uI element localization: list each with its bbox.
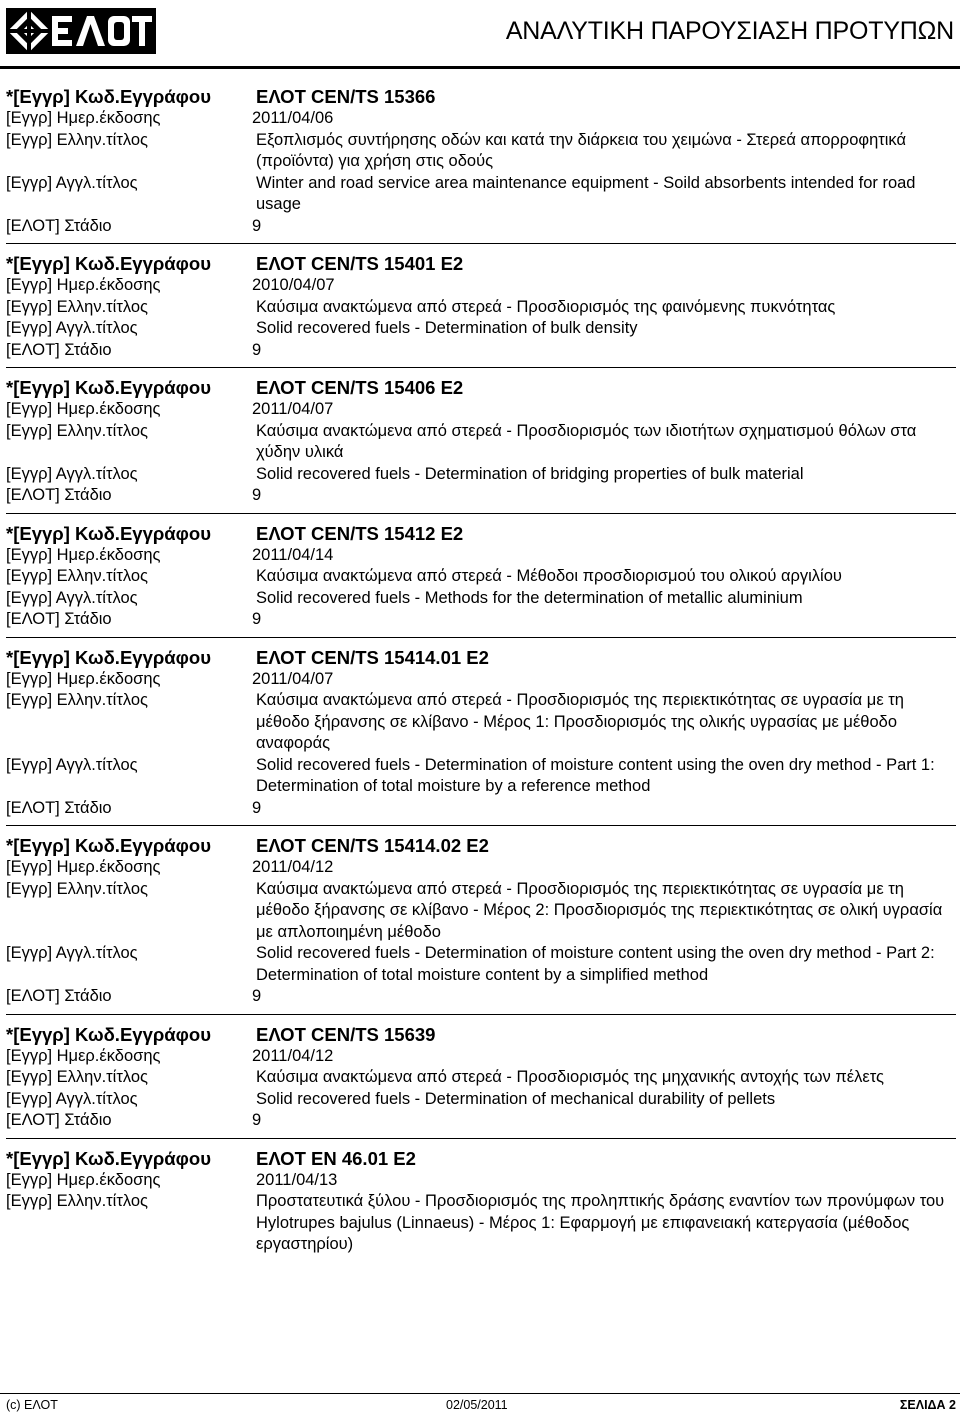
record-divider [6, 1014, 956, 1015]
footer-copyright: (c) ΕΛΟΤ [6, 1398, 58, 1412]
greek-title: Καύσιμα ανακτώμενα από στερεά - Προσδιορισμός της περιεκτικότητας σε υγρασία με τη μέθοδο ξήρανσης σε κλίβανο - Μέρος 1: Προσδιορισμός της ολικής υγρασίας με μέθοδο αναφοράς [256, 691, 904, 752]
date-row [6, 1046, 956, 1068]
date-label: [Εγγρ] Ημερ.έκδοσης [6, 1170, 161, 1189]
footer-divider [0, 1393, 960, 1394]
stage-row [6, 798, 956, 820]
stage-row [6, 216, 956, 238]
code-row [6, 1023, 956, 1046]
english-title: Solid recovered fuels - Methods for the determination of metallic aluminium [256, 588, 803, 607]
issue-date: 2011/04/07 [252, 400, 334, 418]
stage-label: [ΕΛΟΤ] Στάδιο [6, 216, 112, 235]
record [6, 1023, 956, 1139]
issue-date: 2011/04/12 [252, 858, 334, 876]
date-label: [Εγγρ] Ημερ.έκδοσης [6, 109, 161, 127]
document-code: ΕΛΟΤ CEN/TS 15366 [256, 86, 436, 107]
english-title-label: [Εγγρ] Αγγλ.τίτλος [6, 944, 138, 962]
record-divider [6, 637, 956, 638]
greek-title-row [6, 1191, 956, 1256]
record [6, 376, 956, 514]
english-title: Solid recovered fuels - Determination of moisture content using the oven dry method - Part 1: Determination of total moisture by a reference method [256, 755, 935, 795]
issue-date: 2011/04/12 [252, 1046, 334, 1065]
page-header [0, 0, 960, 64]
stage-label: [ΕΛΟΤ] Στάδιο [6, 1111, 112, 1129]
elot-logo [6, 8, 156, 54]
greek-title-label: [Εγγρ] Ελλην.τίτλος [6, 879, 148, 898]
date-label: [Εγγρ] Ημερ.έκδοσης [6, 545, 161, 564]
english-title: Winter and road service area maintenance equipment - Soild absorbents intended for road usage [256, 173, 916, 213]
english-title-row [6, 464, 956, 486]
stage-label: [ΕΛΟΤ] Στάδιο [6, 798, 112, 817]
date-row [6, 275, 956, 297]
code-row [6, 85, 956, 108]
record-divider [6, 1138, 956, 1139]
code-row [6, 252, 956, 275]
date-row [6, 1170, 956, 1192]
english-title-label: [Εγγρ] Αγγλ.τίτλος [6, 464, 138, 483]
stage-row [6, 609, 956, 631]
code-label: *[Εγγρ] Κωδ.Εγγράφου [6, 377, 211, 398]
stage-value: 9 [252, 216, 262, 235]
english-title-row [6, 173, 956, 216]
stage-value: 9 [252, 987, 262, 1005]
greek-title-label: [Εγγρ] Ελλην.τίτλος [6, 1068, 148, 1086]
english-title: Solid recovered fuels - Determination of bridging properties of bulk material [256, 464, 804, 483]
greek-title: Καύσιμα ανακτώμενα από στερεά - Προσδιορισμός των ιδιοτήτων σχηματισμού θόλων στα χύδην υλικά [256, 421, 917, 461]
code-row [6, 522, 956, 545]
code-label: *[Εγγρ] Κωδ.Εγγράφου [6, 835, 211, 856]
greek-title-row [6, 566, 956, 588]
code-row [6, 376, 956, 399]
date-label: [Εγγρ] Ημερ.έκδοσης [6, 669, 161, 688]
stage-row [6, 485, 956, 507]
code-label: *[Εγγρ] Κωδ.Εγγράφου [6, 1023, 211, 1045]
english-title-row [6, 943, 956, 986]
date-label: [Εγγρ] Ημερ.έκδοσης [6, 400, 161, 418]
record [6, 522, 956, 638]
footer-date: 02/05/2011 [446, 1398, 508, 1412]
code-label: *[Εγγρ] Κωδ.Εγγράφου [6, 646, 211, 668]
date-row [6, 857, 956, 879]
code-row [6, 834, 956, 857]
stage-label: [ΕΛΟΤ] Στάδιο [6, 486, 112, 504]
page-number: ΣΕΛΙΔΑ 2 [899, 1398, 956, 1412]
greek-title: Εξοπλισμός συντήρησης οδών και κατά την διάρκεια του χειμώνα - Στερεά απορροφητικά (προϊόντα) για χρήση στις οδούς [256, 130, 907, 170]
stage-row [6, 1110, 956, 1132]
english-title: Solid recovered fuels - Determination of bulk density [256, 319, 638, 337]
english-title-label: [Εγγρ] Αγγλ.τίτλος [6, 755, 138, 774]
stage-value: 9 [252, 610, 262, 628]
document-code: ΕΛΟΤ CEN/TS 15414.01 E2 [256, 646, 489, 668]
english-title-row [6, 755, 956, 798]
stage-row [6, 340, 956, 362]
greek-title-label: [Εγγρ] Ελλην.τίτλος [6, 130, 148, 149]
document-code: ΕΛΟΤ CEN/TS 15406 E2 [256, 377, 464, 398]
issue-date: 2010/04/07 [252, 276, 335, 294]
english-title-label: [Εγγρ] Αγγλ.τίτλος [6, 1089, 138, 1108]
issue-date: 2011/04/14 [252, 545, 334, 564]
stage-value: 9 [252, 486, 262, 504]
record-divider [6, 825, 956, 826]
greek-title: Καύσιμα ανακτώμενα από στερεά - Προσδιορισμός της περιεκτικότητας σε υγρασία με τη μέθοδο ξήρανσης σε κλίβανο - Μέρος 2: Προσδιορισμός της περιεκτικότητας σε ολική υγρασία με απλοποιημένη μέθοδο [256, 879, 943, 941]
code-label: *[Εγγρ] Κωδ.Εγγράφου [6, 253, 211, 274]
record [6, 1147, 956, 1256]
stage-row [6, 986, 956, 1008]
date-row [6, 399, 956, 421]
greek-title: Καύσιμα ανακτώμενα από στερεά - Μέθοδοι προσδιορισμού του ολικού αργιλίου [256, 567, 842, 585]
greek-title-label: [Εγγρ] Ελλην.τίτλος [6, 421, 148, 440]
issue-date: 2011/04/07 [252, 669, 334, 688]
english-title-label: [Εγγρ] Αγγλ.τίτλος [6, 173, 138, 192]
stage-label: [ΕΛΟΤ] Στάδιο [6, 340, 112, 359]
record [6, 834, 956, 1015]
english-title: Solid recovered fuels - Determination of mechanical durability of pellets [256, 1089, 776, 1108]
record-divider [6, 367, 956, 368]
stage-label: [ΕΛΟΤ] Στάδιο [6, 610, 112, 628]
greek-title-row [6, 297, 956, 319]
english-title-label: [Εγγρ] Αγγλ.τίτλος [6, 588, 138, 607]
record-divider [6, 243, 956, 244]
code-label: *[Εγγρ] Κωδ.Εγγράφου [6, 1147, 211, 1169]
date-row [6, 108, 956, 130]
stage-value: 9 [252, 340, 262, 359]
greek-title-row [6, 421, 956, 464]
records-list [6, 85, 956, 1264]
record [6, 252, 956, 368]
greek-title-row [6, 879, 956, 944]
record-divider [6, 513, 956, 514]
english-title-label: [Εγγρ] Αγγλ.τίτλος [6, 319, 138, 337]
document-code: ΕΛΟΤ CEN/TS 15639 [256, 1023, 436, 1045]
code-row [6, 646, 956, 669]
document-code: ΕΛΟΤ CEN/TS 15401 E2 [256, 253, 464, 274]
document-code: ΕΛΟΤ CEN/TS 15412 E2 [256, 522, 464, 544]
stage-value: 9 [252, 1111, 262, 1129]
issue-date: 2011/04/06 [252, 109, 334, 127]
code-label: *[Εγγρ] Κωδ.Εγγράφου [6, 86, 211, 107]
greek-title-row [6, 130, 956, 173]
greek-title-row [6, 1067, 956, 1089]
code-row [6, 1147, 956, 1170]
english-title-row [6, 1089, 956, 1111]
header-divider [0, 66, 960, 69]
date-label: [Εγγρ] Ημερ.έκδοσης [6, 1046, 161, 1065]
code-label: *[Εγγρ] Κωδ.Εγγράφου [6, 522, 211, 544]
greek-title-label: [Εγγρ] Ελλην.τίτλος [6, 1192, 148, 1210]
record [6, 85, 956, 244]
english-title-row [6, 318, 956, 340]
stage-label: [ΕΛΟΤ] Στάδιο [6, 987, 112, 1005]
date-row [6, 669, 956, 691]
date-row [6, 545, 956, 567]
greek-title-row [6, 690, 956, 755]
greek-title: Καύσιμα ανακτώμενα από στερεά - Προσδιορισμός της φαινόμενης πυκνότητας [256, 297, 836, 316]
english-title: Solid recovered fuels - Determination of moisture content using the oven dry method - Part 2: Determination of total moisture content by a simplified method [256, 944, 935, 984]
greek-title-label: [Εγγρ] Ελλην.τίτλος [6, 297, 148, 316]
issue-date: 2011/04/13 [256, 1170, 338, 1189]
document-code: ΕΛΟΤ CEN/TS 15414.02 E2 [256, 835, 489, 856]
date-label: [Εγγρ] Ημερ.έκδοσης [6, 276, 161, 294]
page-title: ΑΝΑΛΥΤΙΚΗ ΠΑΡΟΥΣΙΑΣΗ ΠΡΟΤΥΠΩΝ [505, 17, 954, 45]
document-code: ΕΛΟΤ EN 46.01 E2 [256, 1147, 416, 1169]
greek-title: Προστατευτικά ξύλου - Προσδιορισμός της προληπτικής δράσης εναντίον των προνύμφων του Hylotrupes bajulus (Linnaeus) - Μέρος 1: Εφαρμογή με επιφανειακή κατεργασία (μέθοδος εργαστηρίου) [256, 1192, 945, 1253]
greek-title-label: [Εγγρ] Ελλην.τίτλος [6, 567, 148, 585]
greek-title: Καύσιμα ανακτώμενα από στερεά - Προσδιορισμός της μηχανικής αντοχής των πέλετς [256, 1068, 884, 1086]
english-title-row [6, 588, 956, 610]
date-label: [Εγγρ] Ημερ.έκδοσης [6, 858, 161, 876]
record [6, 646, 956, 827]
greek-title-label: [Εγγρ] Ελλην.τίτλος [6, 691, 148, 709]
stage-value: 9 [252, 798, 262, 817]
